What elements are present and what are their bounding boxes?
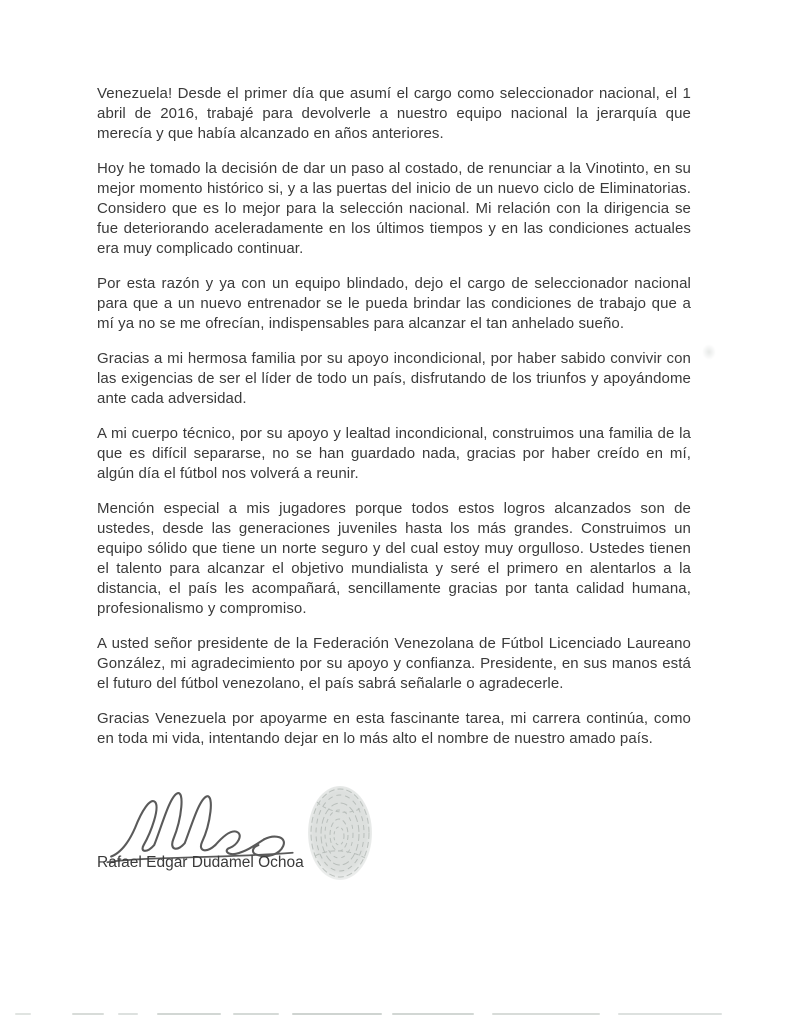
paragraph-president: A usted señor presidente de la Federación Venezolana de Fútbol Licenciado Laureano González, mi agradecimiento por su apoyo y confianza. Presidente, en sus manos está el futuro del fútbol venezolano, el país sabrá señalarle o agradecerle. (97, 635, 691, 692)
paragraph-farewell: Gracias Venezuela por apoyarme en esta fascinante tarea, mi carrera continúa, como en toda mi vida, intentando dejar en lo más alto el nombre de nuestro amado país. (97, 710, 691, 747)
scan-smudge (702, 344, 716, 360)
signatory-name: Rafael Edgar Dudamel Ochoa (97, 854, 304, 871)
paragraph-staff: A mi cuerpo técnico, por su apoyo y lealtad incondicional, construimos una familia de la que es difícil separarse, no se han guardado nada, gracias por haber creído en mí, algún día el fútbol nos volverá a reunir. (97, 425, 691, 482)
paragraph-family: Gracias a mi hermosa familia por su apoyo incondicional, por haber sabido convivir con las exigencias de ser el líder de todo un país, disfrutando de los triunfos y apoyándome ante cada adversidad. (97, 350, 691, 407)
scan-artifact-line (0, 1013, 791, 1016)
paragraph-intro: Venezuela! Desde el primer día que asumí el cargo como seleccionador nacional, el 1 abril de 2016, trabajé para devolverle a nuestro equipo nacional la jerarquía que merecía y que había alcanzado en años anteriores. (97, 85, 691, 142)
paragraph-resignation: Hoy he tomado la decisión de dar un paso al costado, de renunciar a la Vinotinto, en su mejor momento histórico si, y a las puertas del inicio de un nuevo ciclo de Eliminatorias. Considero que es lo mejor para la selección nacional. Mi relación con la dirigencia se fue deteriorando aceleradamente en los últimos tiempos y en las condiciones actuales era muy complicado continuar. (97, 160, 691, 257)
paragraph-players: Mención especial a mis jugadores porque todos estos logros alcanzados son de ustedes, desde las generaciones juveniles hasta los más grandes. Construimos un equipo sólido que tiene un norte seguro y del cual estoy muy orgulloso. Ustedes tienen el talento para alcanzar el objetivo mundialista y seré el primero en alentarlos a la distancia, el país les acompañará, sencillamente gracias por tanta calidad humana, profesionalismo y compromiso. (97, 500, 691, 617)
letter-body (97, 84, 691, 764)
paragraph-reason: Por esta razón y ya con un equipo blindado, dejo el cargo de seleccionador nacional para que a un nuevo entrenador se le pueda brindar las condiciones de trabajo que a mí ya no se me ofrecían, indispensables para alcanzar el tan anhelado sueño. (97, 275, 691, 332)
fingerprint-icon (303, 782, 377, 884)
